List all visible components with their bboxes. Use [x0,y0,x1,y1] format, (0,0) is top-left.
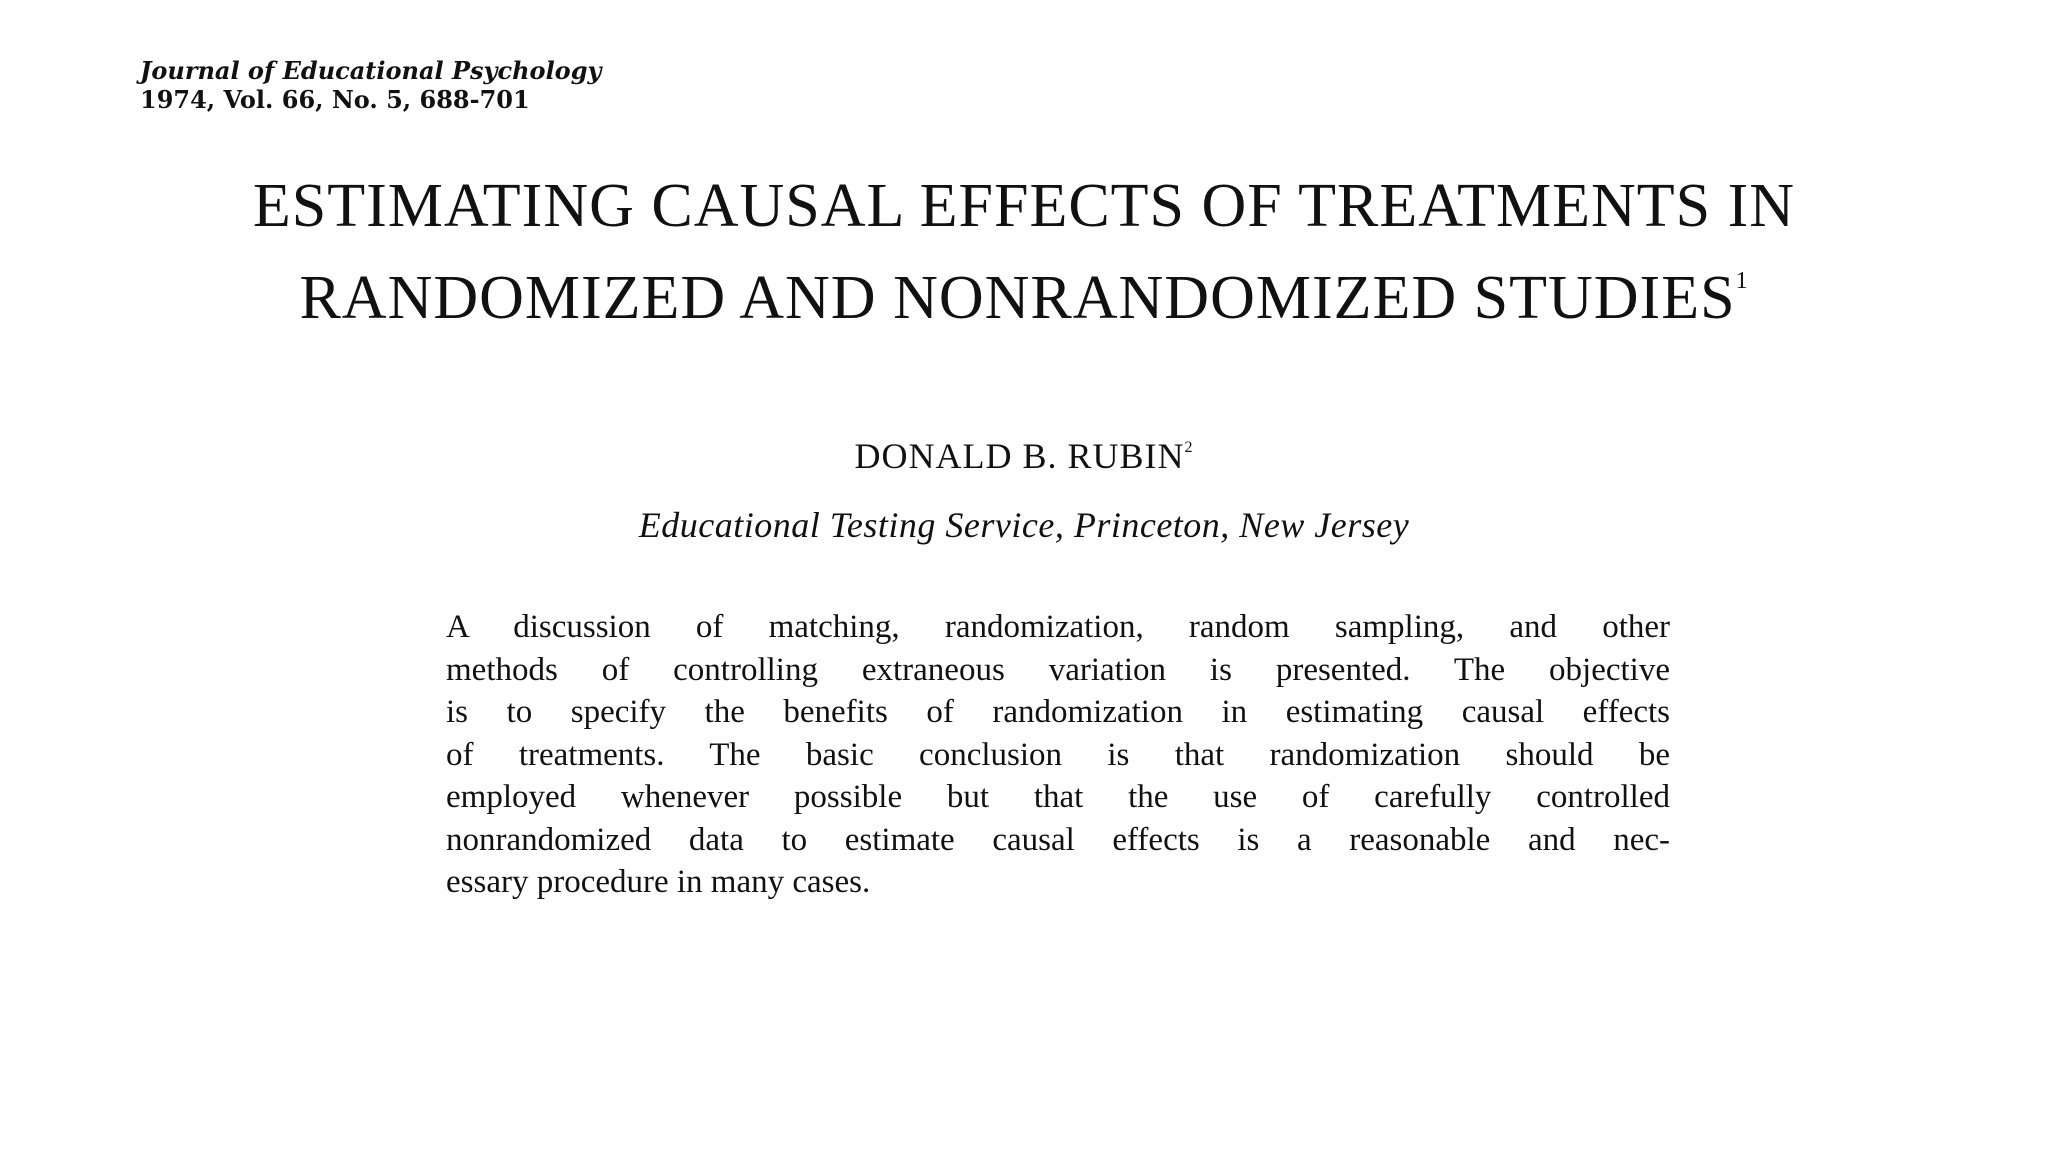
author-name [0,434,2048,478]
abstract-line: employed whenever possible but that the use of carefully controlled [446,779,1670,815]
abstract-line: essary procedure in many cases. [446,864,871,900]
abstract-line: A discussion of matching, randomization, random sampling, and other [446,609,1670,645]
journal-name: Journal of Educational Psychology [140,56,602,85]
title-footnote-mark: 1 [1735,268,1749,294]
abstract-line: nonrandomized data to estimate causal effects is a reasonable and nec- [446,821,1670,858]
abstract-line: of treatments. The basic conclusion is that randomization should be [446,736,1670,773]
title-line-2-text: RANDOMIZED AND NONRANDOMIZED STUDIES [299,264,1736,332]
title-line-2 [0,252,2048,344]
abstract-line: is to specify the benefits of randomization in estimating causal effects [446,694,1670,730]
author-footnote-mark: 2 [1184,439,1194,456]
author-name-text: DONALD B. RUBIN [854,436,1185,476]
journal-header [140,56,601,114]
paper-title [0,160,2048,344]
abstract [446,606,1670,904]
journal-citation: 1974, Vol. 66, No. 5, 688-701 [140,85,530,114]
title-line-1: ESTIMATING CAUSAL EFFECTS OF TREATMENTS IN [252,172,1796,240]
author-affiliation: Educational Testing Service, Princeton, New Jersey [638,505,1410,545]
abstract-line: methods of controlling extraneous variation is presented. The objective [446,651,1670,688]
